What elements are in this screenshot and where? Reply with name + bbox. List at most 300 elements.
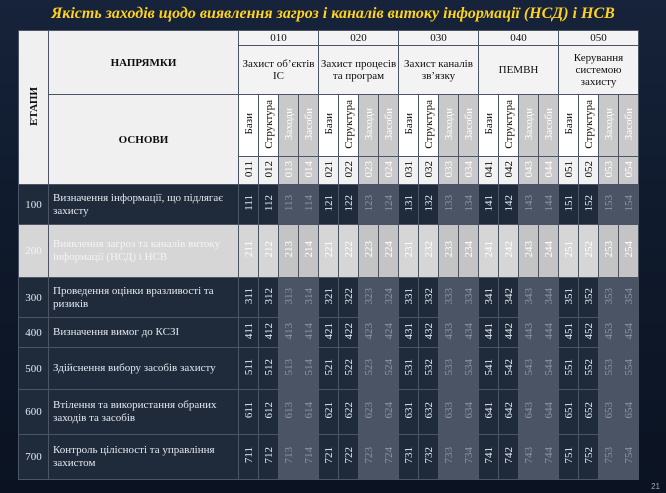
subcategory-code-label: 022: [342, 160, 355, 178]
subcategory-code: [419, 157, 439, 185]
direction-code-row: [19, 31, 639, 46]
matrix-cell-code: 434: [462, 322, 475, 340]
matrix-cell-code: 744: [542, 447, 555, 464]
matrix-cell: [499, 390, 519, 435]
etapy-label: ЕТАПИ: [27, 86, 40, 126]
matrix-cell-code: 733: [442, 447, 455, 464]
subcategory-label: Бази: [402, 113, 415, 135]
matrix-cell-code: 111: [242, 195, 255, 211]
matrix-cell: [579, 278, 599, 318]
matrix-cell-code: 143: [522, 194, 535, 212]
matrix-cell-code: 214: [302, 241, 315, 258]
matrix-cell-code: 414: [302, 322, 315, 340]
subcategory-code: [439, 157, 459, 185]
subcategory-code: [559, 157, 579, 185]
matrix-cell-code: 613: [282, 402, 295, 419]
matrix-cell: [619, 225, 639, 278]
direction-name: Керування системою захисту: [559, 46, 639, 95]
matrix-cell-code: 211: [242, 241, 255, 258]
matrix-cell: [299, 278, 319, 318]
subcategory-label: Засоби: [302, 107, 315, 141]
subcategory-label: Структура: [502, 99, 515, 149]
subcategory-code: [299, 157, 319, 185]
matrix-cell-code: 714: [302, 447, 315, 464]
matrix-cell: [599, 185, 619, 225]
matrix-cell-code: 413: [282, 322, 295, 340]
matrix-cell-code: 222: [342, 241, 355, 258]
matrix-cell: [399, 278, 419, 318]
direction-name: Захист об’єктів ІС: [239, 46, 319, 95]
matrix-cell: [459, 278, 479, 318]
stage-row: [19, 435, 639, 480]
matrix-cell-code: 423: [362, 322, 375, 340]
subcategory-code: [479, 157, 499, 185]
page-number: 21: [651, 482, 660, 491]
direction-code: 010: [239, 31, 319, 46]
matrix-cell: [339, 225, 359, 278]
subcategory-header: [379, 95, 399, 157]
matrix-cell: [259, 390, 279, 435]
slide-title: Якість заходів щодо виявлення загроз і каналів витоку інформації (НСД) і НСВ: [51, 5, 615, 22]
matrix-cell: [359, 348, 379, 390]
matrix-cell-code: 431: [402, 322, 415, 340]
subcategory-label: Бази: [482, 113, 495, 135]
matrix-cell-code: 331: [402, 287, 415, 305]
subcategory-label: Бази: [322, 113, 335, 135]
matrix-cell: [319, 348, 339, 390]
subcategory-label: Структура: [342, 99, 355, 149]
matrix-cell-code: 242: [502, 241, 515, 258]
matrix-cell: [339, 435, 359, 480]
matrix-cell: [239, 348, 259, 390]
matrix-cell-code: 114: [302, 194, 315, 212]
matrix-cell: [259, 278, 279, 318]
matrix-cell: [379, 390, 399, 435]
matrix-cell: [619, 278, 639, 318]
matrix-cell-code: 424: [382, 322, 395, 340]
matrix-cell-code: 711: [242, 447, 255, 464]
subcategory-header: [499, 95, 519, 157]
matrix-cell: [359, 435, 379, 480]
subcategory-header: [519, 95, 539, 157]
subcategory-row: [19, 95, 639, 157]
matrix-cell-code: 312: [262, 287, 275, 305]
subcategory-header: [539, 95, 559, 157]
matrix-cell: [599, 225, 619, 278]
matrix-cell: [559, 348, 579, 390]
matrix-cell: [439, 185, 459, 225]
subcategory-header: [259, 95, 279, 157]
subcategory-label: Бази: [242, 113, 255, 135]
stage-name: Контроль цілісності та управління захистом: [49, 435, 239, 480]
subcategory-header: [319, 95, 339, 157]
subcategory-code: [499, 157, 519, 185]
matrix-cell: [459, 390, 479, 435]
matrix-cell: [619, 318, 639, 348]
matrix-cell-code: 341: [482, 287, 495, 305]
subcategory-label: Засоби: [462, 107, 475, 141]
matrix-cell: [259, 348, 279, 390]
matrix-cell: [439, 278, 459, 318]
matrix-cell-code: 134: [462, 194, 475, 212]
matrix-cell: [479, 390, 499, 435]
matrix-cell: [519, 278, 539, 318]
matrix-cell: [439, 390, 459, 435]
subcategory-code: [579, 157, 599, 185]
matrix-cell-code: 421: [322, 322, 335, 340]
direction-name: Захист каналів зв’язку: [399, 46, 479, 95]
matrix-cell: [299, 348, 319, 390]
stage-number: 400: [19, 318, 49, 348]
matrix-cell: [399, 390, 419, 435]
matrix-cell: [399, 185, 419, 225]
stage-row: [19, 185, 639, 225]
matrix-cell: [499, 348, 519, 390]
matrix-cell-code: 544: [542, 358, 555, 376]
matrix-cell: [559, 435, 579, 480]
matrix-cell: [419, 278, 439, 318]
matrix-cell-code: 523: [362, 358, 375, 376]
matrix-cell: [439, 435, 459, 480]
subcategory-code-label: 011: [242, 160, 255, 178]
matrix-cell-code: 351: [562, 287, 575, 305]
stage-number: 200: [19, 225, 49, 278]
matrix-cell-code: 354: [622, 287, 635, 305]
matrix-cell: [459, 348, 479, 390]
subcategory-label: Заходи: [362, 107, 375, 141]
matrix-cell-code: 234: [462, 241, 475, 258]
matrix-cell-code: 542: [502, 358, 515, 376]
matrix-cell-code: 231: [402, 241, 415, 258]
matrix-cell-code: 641: [482, 402, 495, 419]
matrix-cell-code: 522: [342, 358, 355, 376]
subcategory-code-label: 034: [462, 160, 475, 178]
matrix-cell-code: 553: [602, 358, 615, 376]
stage-name: Втілення та використання обраних заходів та засобів: [49, 390, 239, 435]
matrix-cell: [319, 390, 339, 435]
matrix-cell: [379, 348, 399, 390]
osnovy-header: ОСНОВИ: [49, 95, 239, 185]
subcategory-code-label: 054: [622, 160, 635, 178]
stage-row: [19, 390, 639, 435]
matrix-cell: [399, 348, 419, 390]
etapy-header: [19, 31, 49, 185]
matrix-cell: [599, 318, 619, 348]
subcategory-code: [599, 157, 619, 185]
matrix-cell-code: 132: [422, 194, 435, 212]
matrix-cell: [579, 348, 599, 390]
matrix-cell: [539, 390, 559, 435]
matrix-cell-code: 654: [622, 402, 635, 419]
matrix-cell: [239, 390, 259, 435]
direction-code: 050: [559, 31, 639, 46]
matrix-cell-code: 254: [622, 241, 635, 258]
subcategory-code-label: 023: [362, 160, 375, 178]
matrix-cell: [239, 278, 259, 318]
stage-name: Виявлення загроз та каналів витоку інформації (НСД) і НСВ: [49, 225, 239, 278]
stage-row: [19, 278, 639, 318]
subcategory-label: Структура: [582, 99, 595, 149]
matrix-cell: [379, 318, 399, 348]
matrix-cell: [519, 348, 539, 390]
subcategory-code: [339, 157, 359, 185]
matrix-cell: [319, 435, 339, 480]
matrix-cell-code: 642: [502, 402, 515, 419]
matrix-cell: [519, 435, 539, 480]
matrix-cell-code: 241: [482, 241, 495, 258]
subcategory-code: [399, 157, 419, 185]
subcategory-header: [299, 95, 319, 157]
subcategory-code-label: 044: [542, 160, 555, 178]
stage-number: 100: [19, 185, 49, 225]
matrix-cell-code: 531: [402, 358, 415, 376]
stage-row: [19, 225, 639, 278]
subcategory-code: [379, 157, 399, 185]
matrix-cell: [339, 348, 359, 390]
matrix-cell: [519, 225, 539, 278]
matrix-cell: [459, 435, 479, 480]
matrix-cell: [439, 318, 459, 348]
matrix-cell-code: 643: [522, 402, 535, 419]
matrix-cell: [499, 318, 519, 348]
matrix-cell: [319, 225, 339, 278]
matrix-cell-code: 344: [542, 287, 555, 305]
subcategory-code: [239, 157, 259, 185]
matrix-cell: [479, 348, 499, 390]
matrix-cell-code: 133: [442, 194, 455, 212]
subcategory-label: Засоби: [382, 107, 395, 141]
matrix-cell-code: 551: [562, 358, 575, 376]
matrix-cell: [539, 225, 559, 278]
subcategory-label: Засоби: [542, 107, 555, 141]
matrix-cell-code: 433: [442, 322, 455, 340]
subcategory-header: [579, 95, 599, 157]
matrix-cell: [579, 318, 599, 348]
subcategory-code: [519, 157, 539, 185]
matrix-cell: [539, 348, 559, 390]
matrix-cell-code: 253: [602, 241, 615, 258]
matrix-cell-code: 123: [362, 194, 375, 212]
matrix-cell: [619, 348, 639, 390]
matrix-cell-code: 541: [482, 358, 495, 376]
subcategory-header: [279, 95, 299, 157]
matrix-cell-code: 444: [542, 322, 555, 340]
stage-number: 700: [19, 435, 49, 480]
matrix-cell: [359, 185, 379, 225]
matrix-cell-code: 334: [462, 287, 475, 305]
subcategory-header: [339, 95, 359, 157]
matrix-cell: [579, 225, 599, 278]
matrix-cell-code: 722: [342, 447, 355, 464]
matrix-cell: [339, 185, 359, 225]
subcategory-code-label: 033: [442, 160, 455, 178]
matrix-cell-code: 752: [582, 447, 595, 464]
matrix-cell: [599, 435, 619, 480]
matrix-cell: [559, 185, 579, 225]
subcategory-code: [259, 157, 279, 185]
matrix-cell-code: 724: [382, 447, 395, 464]
matrix-cell-code: 352: [582, 287, 595, 305]
matrix-cell: [379, 225, 399, 278]
napryamky-header: НАПРЯМКИ: [49, 31, 239, 95]
matrix-cell: [299, 225, 319, 278]
matrix-cell-code: 633: [442, 402, 455, 419]
matrix-cell-code: 244: [542, 241, 555, 258]
subcategory-header: [399, 95, 419, 157]
stage-number: 500: [19, 348, 49, 390]
matrix-cell-code: 142: [502, 194, 515, 212]
matrix-cell-code: 741: [482, 447, 495, 464]
subcategory-header: [239, 95, 259, 157]
subcategory-code-label: 051: [562, 160, 575, 178]
matrix-cell-code: 321: [322, 287, 335, 305]
matrix-cell: [279, 318, 299, 348]
matrix-cell-code: 634: [462, 402, 475, 419]
subcategory-code-label: 024: [382, 160, 395, 178]
matrix-cell: [319, 318, 339, 348]
matrix-cell: [419, 225, 439, 278]
matrix-cell-code: 432: [422, 322, 435, 340]
matrix-cell: [239, 435, 259, 480]
subcategory-label: Заходи: [602, 107, 615, 141]
matrix-cell: [499, 225, 519, 278]
matrix-cell-code: 631: [402, 402, 415, 419]
matrix-cell: [519, 318, 539, 348]
matrix-cell-code: 454: [622, 322, 635, 340]
matrix-cell: [319, 185, 339, 225]
subcategory-code-label: 012: [262, 160, 275, 178]
matrix-cell-code: 754: [622, 447, 635, 464]
matrix-cell: [479, 185, 499, 225]
matrix-cell-code: 212: [262, 241, 275, 258]
subcategory-label: Структура: [422, 99, 435, 149]
matrix-cell: [419, 390, 439, 435]
matrix-cell-code: 443: [522, 322, 535, 340]
matrix-cell: [359, 318, 379, 348]
stage-name: Визначення вимог до КСЗІ: [49, 318, 239, 348]
subcategory-label: Заходи: [522, 107, 535, 141]
subcategory-code-label: 031: [402, 160, 415, 178]
matrix-cell-code: 721: [322, 447, 335, 464]
matrix-cell-code: 543: [522, 358, 535, 376]
matrix-cell-code: 632: [422, 402, 435, 419]
matrix-cell-code: 324: [382, 287, 395, 305]
matrix-cell: [339, 278, 359, 318]
subcategory-header: [359, 95, 379, 157]
stage-row: [19, 318, 639, 348]
matrix-cell: [579, 185, 599, 225]
matrix-cell-code: 512: [262, 358, 275, 376]
matrix-cell-code: 612: [262, 402, 275, 419]
subcategory-header: [419, 95, 439, 157]
matrix-cell: [619, 185, 639, 225]
subcategory-header: [439, 95, 459, 157]
subcategory-code: [459, 157, 479, 185]
matrix-cell: [519, 390, 539, 435]
matrix-cell: [539, 318, 559, 348]
matrix-cell-code: 734: [462, 447, 475, 464]
matrix-cell-code: 651: [562, 402, 575, 419]
subcategory-label: Заходи: [282, 107, 295, 141]
subcategory-code: [319, 157, 339, 185]
matrix-cell-code: 121: [322, 194, 335, 212]
stage-name: Визначення інформації, що підлягає захисту: [49, 185, 239, 225]
matrix-cell-code: 313: [282, 287, 295, 305]
matrix-cell: [279, 185, 299, 225]
matrix-cell-code: 221: [322, 241, 335, 258]
matrix-cell: [239, 225, 259, 278]
matrix-cell: [439, 348, 459, 390]
matrix-cell-code: 412: [262, 322, 275, 340]
subcategory-code: [359, 157, 379, 185]
matrix-cell-code: 451: [562, 322, 575, 340]
subcategory-header: [559, 95, 579, 157]
subcategory-code: [619, 157, 639, 185]
matrix-cell: [339, 318, 359, 348]
stage-name: Проведення оцінки вразливості та ризиків: [49, 278, 239, 318]
matrix-cell: [299, 185, 319, 225]
matrix-cell: [419, 348, 439, 390]
matrix-cell: [239, 318, 259, 348]
matrix-cell-code: 534: [462, 358, 475, 376]
matrix-cell: [419, 435, 439, 480]
matrix-cell-code: 311: [242, 287, 255, 305]
matrix-cell-code: 732: [422, 447, 435, 464]
matrix-cell-code: 122: [342, 194, 355, 212]
matrix-cell: [259, 185, 279, 225]
subcategory-header: [459, 95, 479, 157]
matrix-cell: [339, 390, 359, 435]
matrix-cell: [279, 348, 299, 390]
matrix-cell: [419, 185, 439, 225]
direction-code: 040: [479, 31, 559, 46]
matrix-cell: [459, 225, 479, 278]
matrix-cell: [279, 390, 299, 435]
matrix-cell: [399, 225, 419, 278]
matrix-cell-code: 533: [442, 358, 455, 376]
matrix-cell-code: 353: [602, 287, 615, 305]
subcategory-label: Засоби: [622, 107, 635, 141]
matrix-cell: [539, 278, 559, 318]
matrix-cell: [279, 225, 299, 278]
matrix-cell: [259, 318, 279, 348]
matrix-cell: [299, 390, 319, 435]
matrix-cell-code: 712: [262, 447, 275, 464]
matrix-cell-code: 343: [522, 287, 535, 305]
matrix-cell: [499, 185, 519, 225]
matrix-cell-code: 322: [342, 287, 355, 305]
matrix-cell: [479, 318, 499, 348]
matrix-cell: [479, 435, 499, 480]
matrix-cell: [299, 318, 319, 348]
subcategory-code-label: 032: [422, 160, 435, 178]
matrix-cell-code: 532: [422, 358, 435, 376]
stage-row: [19, 348, 639, 390]
matrix-cell: [319, 278, 339, 318]
subcategory-code-label: 043: [522, 160, 535, 178]
matrix-cell-code: 452: [582, 322, 595, 340]
matrix-cell: [559, 278, 579, 318]
matrix-cell-code: 524: [382, 358, 395, 376]
subcategory-code: [279, 157, 299, 185]
subcategory-label: Структура: [262, 99, 275, 149]
matrix-cell: [359, 390, 379, 435]
matrix-cell: [419, 318, 439, 348]
matrix-cell-code: 233: [442, 241, 455, 258]
subcategory-code-label: 014: [302, 160, 315, 178]
matrix-cell-code: 252: [582, 241, 595, 258]
direction-name: Захист процесів та програм: [319, 46, 399, 95]
